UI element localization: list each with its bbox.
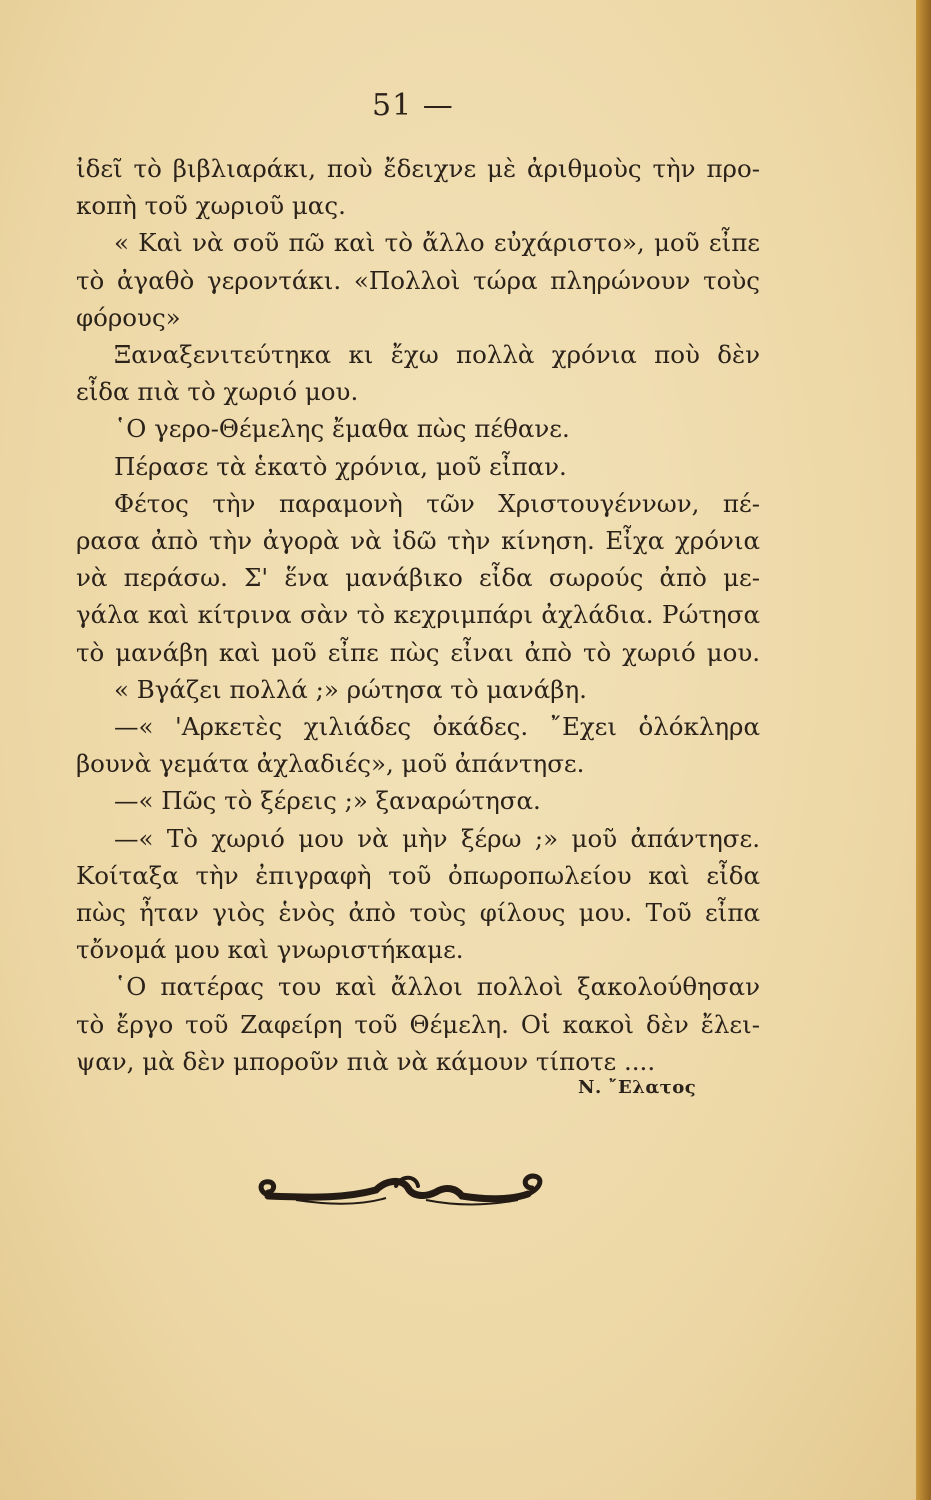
text-line: γάλα καὶ κίτρινα σὰν τὸ κεχριμπάρι ἀχλάδια. Ρώτησα [76, 600, 760, 630]
text-line: φόρους» [76, 302, 181, 332]
text-line: ρασα ἀπὸ τὴν ἀγορὰ νὰ ἰδῶ τὴν κίνηση. Εἶχα χρόνια [76, 526, 760, 556]
body-text [76, 150, 760, 1080]
text-line: τὄνομά μου καὶ γνωριστήκαμε. [76, 935, 464, 965]
author-signature: Ν. ῎Ελατος [578, 1077, 697, 1098]
text-line: εἶδα πιὰ τὸ χωριό μου. [76, 377, 359, 407]
text-line: τὸ μανάβη καὶ μοῦ εἶπε πὼς εἶναι ἀπὸ τὸ χωριό μου. [76, 637, 760, 667]
text-line: πὼς ἦταν γιὸς ἑνὸς ἀπὸ τοὺς φίλους μου. Τοῦ εἶπα [76, 898, 760, 928]
text-line: τὸ ἀγαθὸ γεροντάκι. «Πολλοὶ τώρα πληρώνουν τοὺς [76, 265, 760, 295]
text-line: « Βγάζει πολλά ;» ρώτησα τὸ μανάβη. [114, 674, 587, 704]
text-line: ἰδεῖ τὸ βιβλιαράκι, ποὺ ἔδειχνε μὲ ἀριθμοὺς τὴν προ- [76, 154, 760, 183]
text-line: —« Πῶς τὸ ξέρεις ;» ξαναρώτησα. [114, 786, 541, 816]
text-line: ψαν, μὰ δὲν μποροῦν πιὰ νὰ κάμουν τίποτε .... [76, 1046, 656, 1076]
text-line: Πέρασε τὰ ἑκατὸ χρόνια, μοῦ εἶπαν. [114, 451, 567, 481]
page-edge [916, 0, 931, 1500]
text-line: κοπὴ τοῦ χωριοῦ μας. [76, 191, 346, 221]
text-line: Φέτος τὴν παραμονὴ τῶν Χριστουγέννων, πέ- [114, 488, 760, 518]
text-line: ῾Ο γερο-Θέμελης ἔμαθα πὼς πέθανε. [114, 414, 570, 444]
text-line: Ξαναξενιτεύτηκα κι ἔχω πολλὰ χρόνια ποὺ δὲν [114, 340, 760, 370]
text-line: νὰ περάσω. Σ' ἕνα μανάβικο εἶδα σωρούς ἀπὸ με- [76, 563, 760, 593]
text-line: ῾Ο πατέρας του καὶ ἄλλοι πολλοὶ ξακολούθησαν [114, 972, 760, 1002]
text-line: —« 'Αρκετὲς χιλιάδες ὀκάδες. ῎Εχει ὁλόκληρα [114, 712, 760, 742]
text-line: τὸ ἔργο τοῦ Ζαφείρη τοῦ Θέμελη. Οἱ κακοὶ δὲν ἔλει- [76, 1009, 760, 1039]
text-line: Κοίταξα τὴν ἐπιγραφὴ τοῦ ὀπωροπωλείου καὶ εἶδα [76, 860, 760, 890]
text-line: βουνὰ γεμάτα ἀχλαδιές», μοῦ ἀπάντησε. [76, 749, 585, 779]
page-number: 51 — [372, 88, 454, 123]
text-line: « Καὶ νὰ σοῦ πῶ καὶ τὸ ἄλλο εὐχάριστο», μοῦ εἶπε [114, 228, 760, 258]
text-line: —« Τὸ χωριό μου νὰ μὴν ξέρω ;» μοῦ ἀπάντησε. [114, 823, 760, 853]
tailpiece-ornament-icon [256, 1168, 546, 1212]
